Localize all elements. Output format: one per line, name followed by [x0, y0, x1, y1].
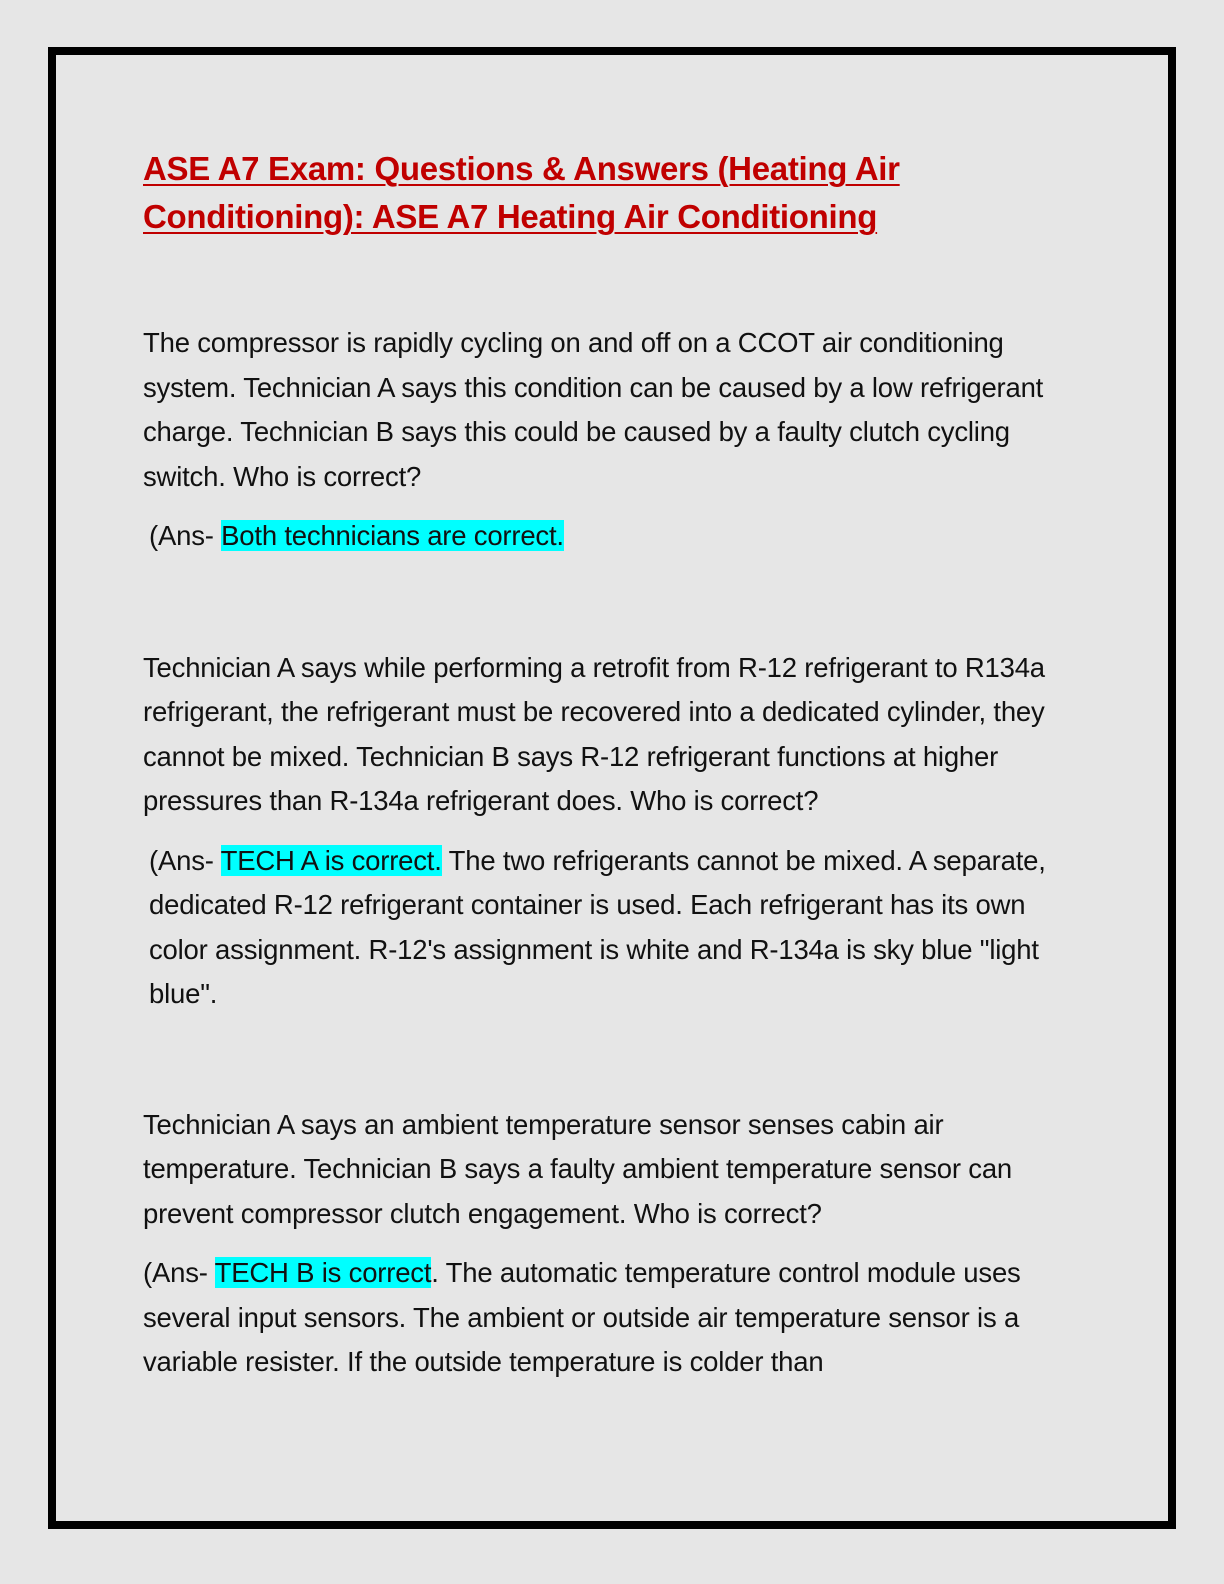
answer-3 — [143, 1251, 1073, 1385]
answer-2-prefix: (Ans- — [149, 844, 221, 876]
document-title: ASE A7 Exam: Questions & Answers (Heating Air Conditioning): ASE A7 Heating Air Conditioning — [143, 150, 900, 235]
question-1: The compressor is rapidly cycling on and off on a CCOT air conditioning system. Technician A says this condition can be caused by a low refrigerant charge. Technician B says this could be caused by a faulty clutch cycling switch. Who is correct? — [143, 327, 1044, 492]
answer-1-prefix: (Ans- — [149, 520, 222, 551]
document-body — [143, 145, 1073, 1385]
question-3: Technician A says an ambient temperature sensor senses cabin air temperature. Technician B says a faulty ambient temperature sensor can prevent compressor clutch engagement. Who is correct? — [143, 1108, 1013, 1229]
answer-2-rest: The two refrigerants cannot be mixed. A separate, dedicated R-12 refrigerant container is used. Each refrigerant has its own color assignment. R-12's assignment is white and R-134a is sky blue "light blue". — [149, 844, 1046, 1009]
question-2: Technician A says while performing a retrofit from R-12 refrigerant to R134a refrigerant, the refrigerant must be recovered into a dedicated cylinder, they cannot be mixed. Technician B says R-12 refrigerant functions at higher pressures than R-134a refrigerant does. Who is correct? — [143, 651, 1045, 816]
answer-2 — [143, 839, 1073, 1017]
answer-1 — [143, 514, 1073, 559]
answer-3-rest: . The automatic temperature control module uses several input sensors. The ambient or outside air temperature sensor is a variable resister. If the outside temperature is colder than — [143, 1257, 1021, 1377]
answer-1-highlight: Both technicians are correct. — [221, 520, 564, 551]
answer-2-highlight: TECH A is correct. — [220, 844, 442, 876]
answer-3-highlight: TECH B is correct — [214, 1257, 432, 1288]
answer-3-prefix: (Ans- — [143, 1257, 215, 1288]
